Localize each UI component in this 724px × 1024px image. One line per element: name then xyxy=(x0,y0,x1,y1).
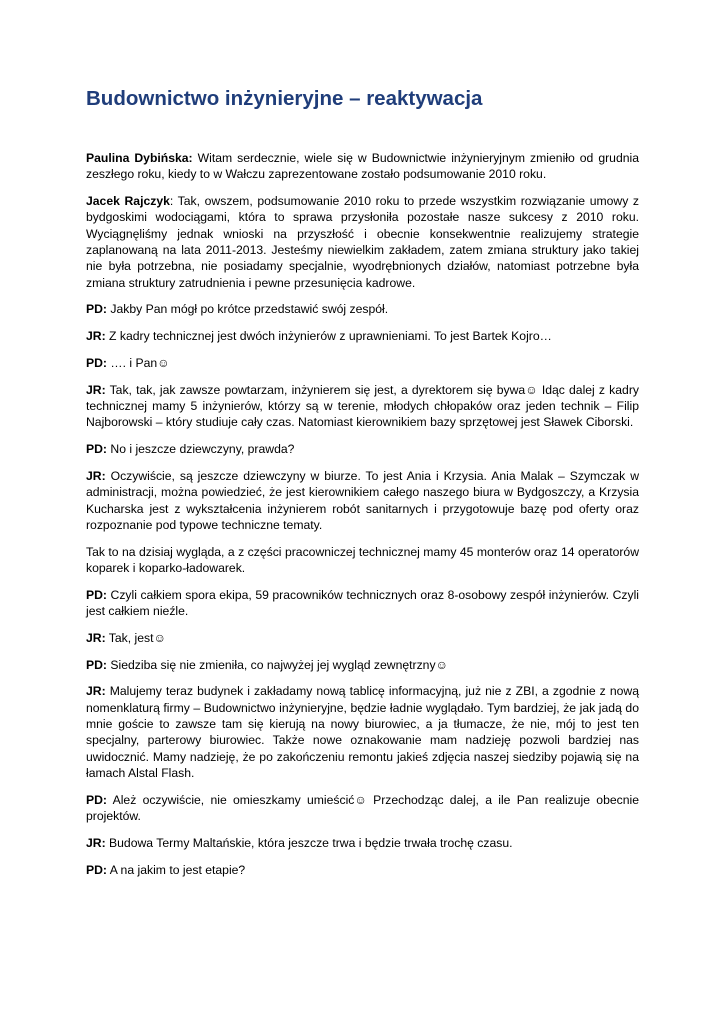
speaker-label: PD: xyxy=(86,302,107,317)
speaker-label: Jacek Rajczyk xyxy=(86,194,170,209)
paragraph xyxy=(86,587,639,620)
paragraph-text: Czyli całkiem spora ekipa, 59 pracowników technicznych oraz 8-osobowy zespół inżynierów. Czyli jest całkiem nieźle. xyxy=(86,587,639,619)
paragraph xyxy=(86,355,639,371)
speaker-label: JR: xyxy=(86,382,106,397)
paragraph xyxy=(86,301,639,317)
paragraph-text: No i jeszcze dziewczyny, prawda? xyxy=(107,442,295,457)
paragraph-text: Malujemy teraz budynek i zakładamy nową tablicę informacyjną, już nie z ZBI, a zgodnie z nową nomenklaturą firmy – Budownictwo inżynieryjne, będzie ładnie wyglądało. Tym bardziej, że jak jadą do mnie goście to zawsze tam się kierują na nowy biurowiec, a ja tłumacze, że nie, mój to jest ten specjalny, parterowy biurowiec. Także nowe oznakowanie mam nadzieję pozwoli bardziej nas uwidocznić. Mamy nadzieję, że po zakończeniu remontu jakieś zdjęcia naszej siedziby pojawią się na łamach Alstal Flash. xyxy=(86,684,639,780)
paragraph xyxy=(86,544,639,577)
paragraph-text: Jakby Pan mógł po krótce przedstawić swój zespół. xyxy=(107,302,389,317)
paragraph-text: Tak to na dzisiaj wygląda, a z części pracowniczej technicznej mamy 45 monterów oraz 14 operatorów koparek i koparko-ładowarek. xyxy=(86,544,639,575)
paragraph xyxy=(86,193,639,291)
paragraph xyxy=(86,382,639,431)
interview-body xyxy=(86,150,639,888)
speaker-label: PD: xyxy=(86,657,107,672)
document-title: Budownictwo inżynieryjne – reaktywacja xyxy=(86,87,483,110)
paragraph xyxy=(86,657,639,673)
paragraph xyxy=(86,792,639,825)
paragraph xyxy=(86,630,639,646)
paragraph xyxy=(86,150,639,183)
paragraph xyxy=(86,835,639,851)
paragraph-text: …. i Pan☺ xyxy=(107,355,170,370)
speaker-label: JR: xyxy=(86,684,106,699)
speaker-label: PD: xyxy=(86,792,107,807)
paragraph xyxy=(86,441,639,457)
paragraph-text: Z kadry technicznej jest dwóch inżynierów z uprawnieniami. To jest Bartek Kojro… xyxy=(105,329,552,344)
paragraph xyxy=(86,328,639,344)
paragraph-text: Budowa Termy Maltańskie, która jeszcze trwa i będzie trwała trochę czasu. xyxy=(105,835,513,850)
speaker-label: Paulina Dybińska: xyxy=(86,151,193,165)
paragraph-text: Siedziba się nie zmieniła, co najwyżej jej wygląd zewnętrzny☺ xyxy=(107,657,448,672)
speaker-label: PD: xyxy=(86,355,107,370)
paragraph-text: : Tak, owszem, podsumowanie 2010 roku to przede wszystkim rozwiązanie umowy z bydgoskimi wodociągami, która to sprawa przysłoniła pozostałe nasze sukcesy z 2010 roku. Wyciągnęliśmy jednak wnioski na przyszłość i obecnie konsekwentnie realizujemy strategie zaplanowaną na lata 2011-2013. Jesteśmy niewielkim zakładem, zatem zmiana struktury jako takiej nie była potrzebna, nie posiadamy specjalnie, wyodrębnionych działów, natomiast potrzebne była zmiana struktury zatrudnienia i pewne przesunięcia kadrowe. xyxy=(86,194,639,290)
paragraph-text: Ależ oczywiście, nie omieszkamy umieścić☺ Przechodząc dalej, a ile Pan realizuje obecnie projektów. xyxy=(86,792,639,823)
speaker-label: PD: xyxy=(86,442,107,457)
speaker-label: JR: xyxy=(86,329,106,344)
speaker-label: JR: xyxy=(86,835,106,850)
paragraph-text: Tak, tak, jak zawsze powtarzam, inżynierem się jest, a dyrektorem się bywa☺ Idąc dalej z kadry technicznej mamy 5 inżynierów, którzy są w terenie, młodych chłopaków oraz jeden technik – Filip Najborowski – który studiuje cały czas. Natomiast kierownikiem bazy sprzętowej jest Sławek Ciborski. xyxy=(86,382,639,430)
speaker-label: PD: xyxy=(86,862,107,877)
speaker-label: JR: xyxy=(86,630,106,645)
paragraph xyxy=(86,862,639,878)
paragraph xyxy=(86,683,639,781)
paragraph-text: Witam serdecznie, wiele się w Budownictwie inżynieryjnym zmieniło od grudnia zeszłego roku, kiedy to w Wałczu zaprezentowane zostało podsumowanie 2010 roku. xyxy=(86,151,639,182)
speaker-label: PD: xyxy=(86,587,107,602)
paragraph-text: Tak, jest☺ xyxy=(105,630,166,645)
paragraph-text: Oczywiście, są jeszcze dziewczyny w biurze. To jest Ania i Krzysia. Ania Malak – Szymczak w administracji, można powiedzieć, że jest kierownikiem całego naszego biura w Bydgoszczy, a Krzysia Kucharska jest z wykształcenia inżynierem robót sanitarnych i przygotowuje bazę pod oferty oraz rozpoznanie pod typowe techniczne tematy. xyxy=(86,468,639,532)
paragraph xyxy=(86,468,639,533)
paragraph-text: A na jakim to jest etapie? xyxy=(107,862,246,877)
speaker-label: JR: xyxy=(86,468,106,483)
